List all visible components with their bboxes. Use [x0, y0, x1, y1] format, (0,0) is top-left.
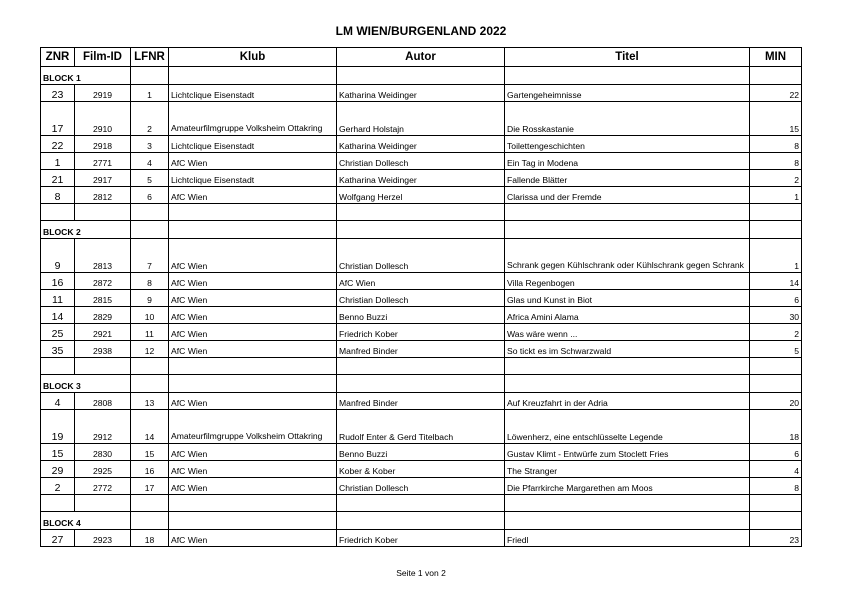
cell-min: 6	[750, 444, 802, 461]
cell-znr: 4	[41, 393, 75, 410]
empty-cell	[750, 375, 802, 393]
table-row	[41, 85, 802, 102]
table-row	[41, 444, 802, 461]
cell-autor: Katharina Weidinger	[337, 136, 505, 153]
empty-cell	[169, 512, 337, 530]
empty-cell	[131, 375, 169, 393]
cell-autor: Friedrich Kober	[337, 530, 505, 547]
empty-cell	[169, 204, 337, 221]
cell-min: 6	[750, 290, 802, 307]
empty-cell	[750, 512, 802, 530]
cell-znr: 27	[41, 530, 75, 547]
cell-lfnr: 1	[131, 85, 169, 102]
cell-film-id: 2918	[75, 136, 131, 153]
cell-lfnr: 11	[131, 324, 169, 341]
spacer-row	[41, 495, 802, 512]
cell-film-id: 2771	[75, 153, 131, 170]
cell-titel: Schrank gegen Kühlschrank oder Kühlschrank gegen Schrank	[505, 239, 750, 273]
table-row	[41, 290, 802, 307]
cell-znr: 16	[41, 273, 75, 290]
cell-min: 22	[750, 85, 802, 102]
cell-min: 2	[750, 324, 802, 341]
table-row	[41, 273, 802, 290]
empty-cell	[131, 67, 169, 85]
cell-autor: Katharina Weidinger	[337, 85, 505, 102]
empty-cell	[750, 495, 802, 512]
cell-znr: 23	[41, 85, 75, 102]
cell-film-id: 2921	[75, 324, 131, 341]
empty-cell	[505, 221, 750, 239]
page-footer: Seite 1 von 2	[396, 568, 446, 578]
cell-min: 30	[750, 307, 802, 324]
cell-film-id: 2919	[75, 85, 131, 102]
cell-lfnr: 13	[131, 393, 169, 410]
cell-lfnr: 10	[131, 307, 169, 324]
cell-klub: AfC Wien	[169, 393, 337, 410]
cell-autor: AfC Wien	[337, 273, 505, 290]
table-row	[41, 393, 802, 410]
cell-titel: Ein Tag in Modena	[505, 153, 750, 170]
empty-cell	[169, 358, 337, 375]
cell-titel: Fallende Blätter	[505, 170, 750, 187]
table-row	[41, 461, 802, 478]
cell-klub: AfC Wien	[169, 341, 337, 358]
empty-cell	[337, 495, 505, 512]
empty-cell	[169, 375, 337, 393]
cell-lfnr: 8	[131, 273, 169, 290]
cell-film-id: 2830	[75, 444, 131, 461]
cell-znr: 25	[41, 324, 75, 341]
table-row	[41, 239, 802, 273]
cell-klub: Lichtclique Eisenstadt	[169, 85, 337, 102]
program-table	[40, 47, 802, 547]
cell-autor: Rudolf Enter & Gerd Titelbach	[337, 410, 505, 444]
cell-film-id: 2772	[75, 478, 131, 495]
cell-min: 1	[750, 239, 802, 273]
cell-min: 15	[750, 102, 802, 136]
cell-znr: 2	[41, 478, 75, 495]
cell-film-id: 2912	[75, 410, 131, 444]
cell-autor: Christian Dollesch	[337, 239, 505, 273]
cell-autor: Wolfgang Herzel	[337, 187, 505, 204]
cell-klub: Amateurfilmgruppe Volksheim Ottakring	[169, 410, 337, 444]
empty-cell	[169, 67, 337, 85]
table-row	[41, 324, 802, 341]
empty-cell	[337, 204, 505, 221]
cell-znr: 1	[41, 153, 75, 170]
cell-titel: Gustav Klimt - Entwürfe zum Stoclett Fries	[505, 444, 750, 461]
cell-titel: Die Pfarrkirche Margarethen am Moos	[505, 478, 750, 495]
empty-cell	[337, 358, 505, 375]
cell-film-id: 2925	[75, 461, 131, 478]
cell-min: 14	[750, 273, 802, 290]
block-label: BLOCK 1	[41, 67, 131, 85]
empty-cell	[41, 358, 75, 375]
table-row	[41, 530, 802, 547]
col-header-autor: Autor	[337, 48, 505, 67]
empty-cell	[505, 375, 750, 393]
cell-film-id: 2808	[75, 393, 131, 410]
cell-autor: Christian Dollesch	[337, 478, 505, 495]
cell-min: 20	[750, 393, 802, 410]
empty-cell	[337, 512, 505, 530]
cell-autor: Friedrich Kober	[337, 324, 505, 341]
cell-min: 8	[750, 478, 802, 495]
empty-cell	[41, 495, 75, 512]
table-row	[41, 410, 802, 444]
cell-titel: Villa Regenbogen	[505, 273, 750, 290]
cell-titel: Auf Kreuzfahrt in der Adria	[505, 393, 750, 410]
empty-cell	[131, 495, 169, 512]
cell-autor: Gerhard Holstajn	[337, 102, 505, 136]
cell-klub: Lichtclique Eisenstadt	[169, 170, 337, 187]
table-row	[41, 341, 802, 358]
cell-film-id: 2872	[75, 273, 131, 290]
cell-lfnr: 6	[131, 187, 169, 204]
cell-klub: AfC Wien	[169, 239, 337, 273]
cell-autor: Christian Dollesch	[337, 153, 505, 170]
empty-cell	[169, 221, 337, 239]
cell-film-id: 2829	[75, 307, 131, 324]
table-row	[41, 187, 802, 204]
cell-znr: 21	[41, 170, 75, 187]
cell-klub: AfC Wien	[169, 478, 337, 495]
cell-lfnr: 5	[131, 170, 169, 187]
cell-klub: Amateurfilmgruppe Volksheim Ottakring	[169, 102, 337, 136]
block-header-row	[41, 512, 802, 530]
empty-cell	[169, 495, 337, 512]
empty-cell	[75, 204, 131, 221]
cell-min: 23	[750, 530, 802, 547]
table-row	[41, 307, 802, 324]
cell-lfnr: 17	[131, 478, 169, 495]
cell-titel: The Stranger	[505, 461, 750, 478]
empty-cell	[750, 358, 802, 375]
cell-lfnr: 3	[131, 136, 169, 153]
cell-lfnr: 12	[131, 341, 169, 358]
cell-klub: AfC Wien	[169, 290, 337, 307]
col-header-lfnr: LFNR	[131, 48, 169, 67]
cell-min: 4	[750, 461, 802, 478]
col-header-film-id: Film-ID	[75, 48, 131, 67]
cell-lfnr: 7	[131, 239, 169, 273]
block-label: BLOCK 4	[41, 512, 131, 530]
cell-znr: 15	[41, 444, 75, 461]
empty-cell	[505, 495, 750, 512]
cell-titel: Löwenherz, eine entschlüsselte Legende	[505, 410, 750, 444]
empty-cell	[131, 512, 169, 530]
cell-lfnr: 9	[131, 290, 169, 307]
cell-min: 8	[750, 136, 802, 153]
empty-cell	[505, 204, 750, 221]
cell-titel: Was wäre wenn ...	[505, 324, 750, 341]
cell-film-id: 2910	[75, 102, 131, 136]
cell-znr: 8	[41, 187, 75, 204]
cell-titel: So tickt es im Schwarzwald	[505, 341, 750, 358]
cell-klub: AfC Wien	[169, 461, 337, 478]
cell-film-id: 2813	[75, 239, 131, 273]
col-header-titel: Titel	[505, 48, 750, 67]
empty-cell	[505, 358, 750, 375]
cell-znr: 35	[41, 341, 75, 358]
cell-film-id: 2812	[75, 187, 131, 204]
cell-lfnr: 18	[131, 530, 169, 547]
cell-znr: 9	[41, 239, 75, 273]
cell-titel: Glas und Kunst in Biot	[505, 290, 750, 307]
cell-lfnr: 15	[131, 444, 169, 461]
empty-cell	[75, 495, 131, 512]
cell-znr: 22	[41, 136, 75, 153]
cell-autor: Christian Dollesch	[337, 290, 505, 307]
col-header-klub: Klub	[169, 48, 337, 67]
cell-autor: Manfred Binder	[337, 341, 505, 358]
table-body	[41, 67, 802, 547]
cell-film-id: 2923	[75, 530, 131, 547]
table-row	[41, 478, 802, 495]
cell-min: 8	[750, 153, 802, 170]
cell-autor: Benno Buzzi	[337, 444, 505, 461]
empty-cell	[131, 358, 169, 375]
table-row	[41, 102, 802, 136]
cell-klub: AfC Wien	[169, 530, 337, 547]
cell-titel: Friedl	[505, 530, 750, 547]
table-row	[41, 170, 802, 187]
cell-autor: Katharina Weidinger	[337, 170, 505, 187]
empty-cell	[750, 221, 802, 239]
cell-titel: Gartengeheimnisse	[505, 85, 750, 102]
empty-cell	[750, 204, 802, 221]
spacer-row	[41, 204, 802, 221]
cell-klub: AfC Wien	[169, 187, 337, 204]
col-header-znr: ZNR	[41, 48, 75, 67]
table-row	[41, 153, 802, 170]
cell-klub: AfC Wien	[169, 307, 337, 324]
cell-znr: 14	[41, 307, 75, 324]
cell-titel: Clarissa und der Fremde	[505, 187, 750, 204]
block-header-row	[41, 67, 802, 85]
empty-cell	[750, 67, 802, 85]
cell-min: 2	[750, 170, 802, 187]
empty-cell	[505, 67, 750, 85]
cell-autor: Manfred Binder	[337, 393, 505, 410]
empty-cell	[337, 375, 505, 393]
block-header-row	[41, 375, 802, 393]
cell-lfnr: 16	[131, 461, 169, 478]
cell-autor: Benno Buzzi	[337, 307, 505, 324]
cell-znr: 17	[41, 102, 75, 136]
cell-film-id: 2815	[75, 290, 131, 307]
header-row	[41, 48, 802, 67]
cell-lfnr: 2	[131, 102, 169, 136]
cell-klub: AfC Wien	[169, 153, 337, 170]
empty-cell	[131, 204, 169, 221]
cell-znr: 29	[41, 461, 75, 478]
cell-min: 18	[750, 410, 802, 444]
cell-titel: Africa Amini Alama	[505, 307, 750, 324]
cell-klub: AfC Wien	[169, 444, 337, 461]
cell-znr: 11	[41, 290, 75, 307]
block-label: BLOCK 3	[41, 375, 131, 393]
cell-min: 5	[750, 341, 802, 358]
cell-film-id: 2917	[75, 170, 131, 187]
block-label: BLOCK 2	[41, 221, 131, 239]
cell-titel: Toilettengeschichten	[505, 136, 750, 153]
cell-film-id: 2938	[75, 341, 131, 358]
cell-lfnr: 4	[131, 153, 169, 170]
spacer-row	[41, 358, 802, 375]
cell-min: 1	[750, 187, 802, 204]
cell-klub: Lichtclique Eisenstadt	[169, 136, 337, 153]
empty-cell	[337, 221, 505, 239]
cell-znr: 19	[41, 410, 75, 444]
empty-cell	[337, 67, 505, 85]
block-header-row	[41, 221, 802, 239]
cell-autor: Kober & Kober	[337, 461, 505, 478]
document-title: LM WIEN/BURGENLAND 2022	[335, 24, 507, 38]
cell-lfnr: 14	[131, 410, 169, 444]
empty-cell	[505, 512, 750, 530]
empty-cell	[41, 204, 75, 221]
col-header-min: MIN	[750, 48, 802, 67]
empty-cell	[75, 358, 131, 375]
table-row	[41, 136, 802, 153]
empty-cell	[131, 221, 169, 239]
cell-klub: AfC Wien	[169, 273, 337, 290]
cell-klub: AfC Wien	[169, 324, 337, 341]
cell-titel: Die Rosskastanie	[505, 102, 750, 136]
